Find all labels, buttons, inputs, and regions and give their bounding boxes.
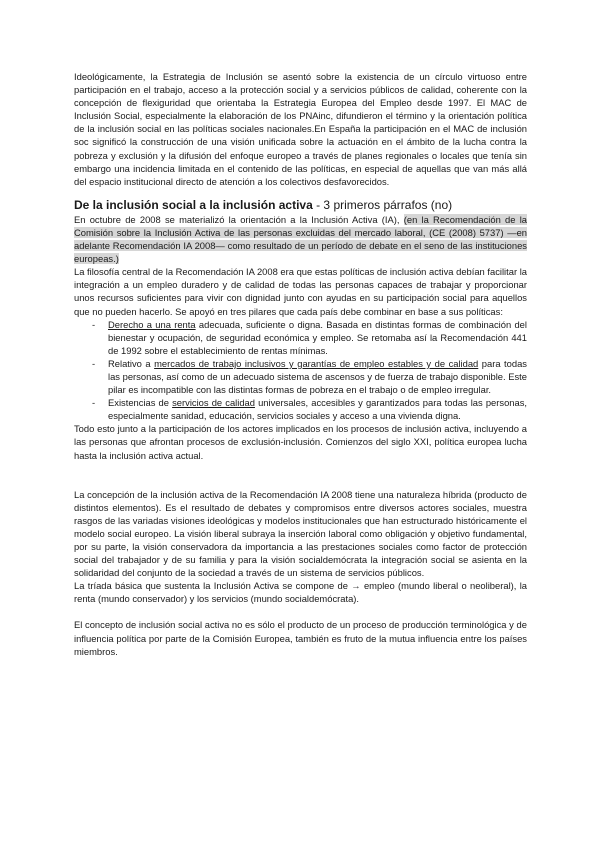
document-body [74, 70, 527, 658]
blank-line [74, 462, 527, 475]
highlighted-recommendation: (en la Recomendación de la Comisión sobre la Inclusión Activa de las personas excluidas del mercado laboral, (CE (2008) 5737) —en adelante Recomendación IA 2008— como resultado de un período de debate en el seno de las instituciones europeas.) [74, 213, 528, 265]
underlined-labour-markets: mercados de trabajo inclusivos y garantías de empleo estables y de calidad [154, 357, 479, 369]
list-item-income-text: adecuada, suficiente o digna. Basada en distintas formas de combinación del bienestar y ocupación, de seguridad económica y empleo. Se retomaba así la Recomendación 441 de 1992 sobre el establecimiento de rentas mínimas. [108, 318, 527, 356]
list-item-labour-markets [74, 357, 527, 396]
list-item-labour-markets-text: para todas las personas, así como de un adecuado sistema de ascensos y de fuerza de trabajo disponible. Este pilar es incompatible con las distintas formas de pobreza en el trabajo o de empleo irregular. [108, 357, 527, 396]
underlined-income-right: Derecho a una renta [108, 318, 196, 330]
blank-line [74, 475, 527, 488]
paragraph-october-2008 [74, 213, 527, 265]
paragraph-hybrid-nature: La concepción de la inclusión activa de la Recomendación IA 2008 tiene una naturaleza híbrida (producto de distintos elementos). Es el resultado de debates y compromisos entre diversos actores sociales, muestra rasgos de las variadas visiones ideológicas y modelos institucionales que han estructurado históricamente el modelo social europeo. La visión liberal subraya la inserción laboral como obligación y objetivo fundamental, por su parte, la visión conservadora da importancia a las prestaciones sociales como factor de protección social del trabajador y de su familia y para la visión socialdemócrata la integración social se asienta en la solidaridad del conjunto de la sociedad a través de un sistema de servicios públicos. [74, 488, 527, 579]
section-heading [74, 197, 527, 213]
pillars-list [74, 318, 527, 423]
bullet-dash: - [92, 357, 96, 369]
list-item-services-text: universales, accesibles y garantizados para todas las personas, especialmente sanidad, educación, servicios sociales y acceso a una vivienda digna. [108, 397, 528, 422]
paragraph-concept: El concepto de inclusión social activa no es sólo el producto de un proceso de producción terminológica y de influencia política por parte de la Comisión Europea, también es fruto de la mutua influencia entre los países miembros. [74, 619, 527, 657]
paragraph-triad: La tríada básica que sustenta la Inclusión Activa se compone de → empleo (mundo liberal o neoliberal), la renta (mundo conservador) y los servicios (mundo socialdemócrata). [74, 580, 527, 605]
section-subtitle: - 3 primeros párrafos (no) [312, 197, 453, 212]
blank-line [74, 605, 527, 618]
bullet-dash: - [92, 397, 96, 409]
section-title: De la inclusión social a la inclusión activa [74, 197, 313, 212]
paragraph-philosophy: La filosofía central de la Recomendación IA 2008 era que estas políticas de inclusión activa debían facilitar la integración a un empleo duradero y de calidad de todas las personas capaces de trabajar y proporcionar unos recursos suficientes para vivir con dignidad junto con ayudas en su participación social para aquellos que no pueden hacerlo. Se apoyó en tres pilares que cada país debe combinar en base a sus políticas: [74, 266, 527, 317]
paragraph-october-2008-start: En octubre de 2008 se materializó la orientación a la Inclusión Activa (IA), [74, 213, 404, 225]
bullet-dash: - [92, 318, 96, 330]
paragraph-actors: Todo esto junto a la participación de los actores implicados en los procesos de inclusión activa, incluyendo a las personas que afrontan procesos de exclusión-inclusión. Comienzos del siglo XXI, política europea lucha hasta la inclusión activa actual. [74, 423, 527, 461]
list-item-services [74, 396, 527, 422]
list-item-services-pre: Existencias de [108, 397, 173, 409]
paragraph-strategy: Ideológicamente, la Estrategia de Inclusión se asentó sobre la existencia de un círculo virtuoso entre participación en el trabajo, acceso a la protección social y a servicios públicos de calidad, coherente con la concepción de flexiguridad que orientaba la Estrategia Europea del Empleo desde 1997. El MAC de Inclusión Social, especialmente la elaboración de los PNAinc, difundieron el término y la orientación política de la inclusión social en las políticas sociales nacionales.En España la participación en el MAC de inclusión soc significó la construcción de una visión unificada sobre la actuación en el ámbito de la lucha contra la pobreza y exclusión y la difusión del enfoque europeo a través de planes regionales o locales que tenía sin embargo una incidencia limitada en el contenido de las políticas, en especial de aquellas que van más allá del espacio institucional directo de atención a los colectivos desfavorecidos. [74, 71, 527, 187]
list-item-income [74, 318, 527, 357]
list-item-labour-markets-pre: Relativo a [108, 357, 155, 369]
underlined-quality-services: servicios de calidad [172, 397, 255, 409]
